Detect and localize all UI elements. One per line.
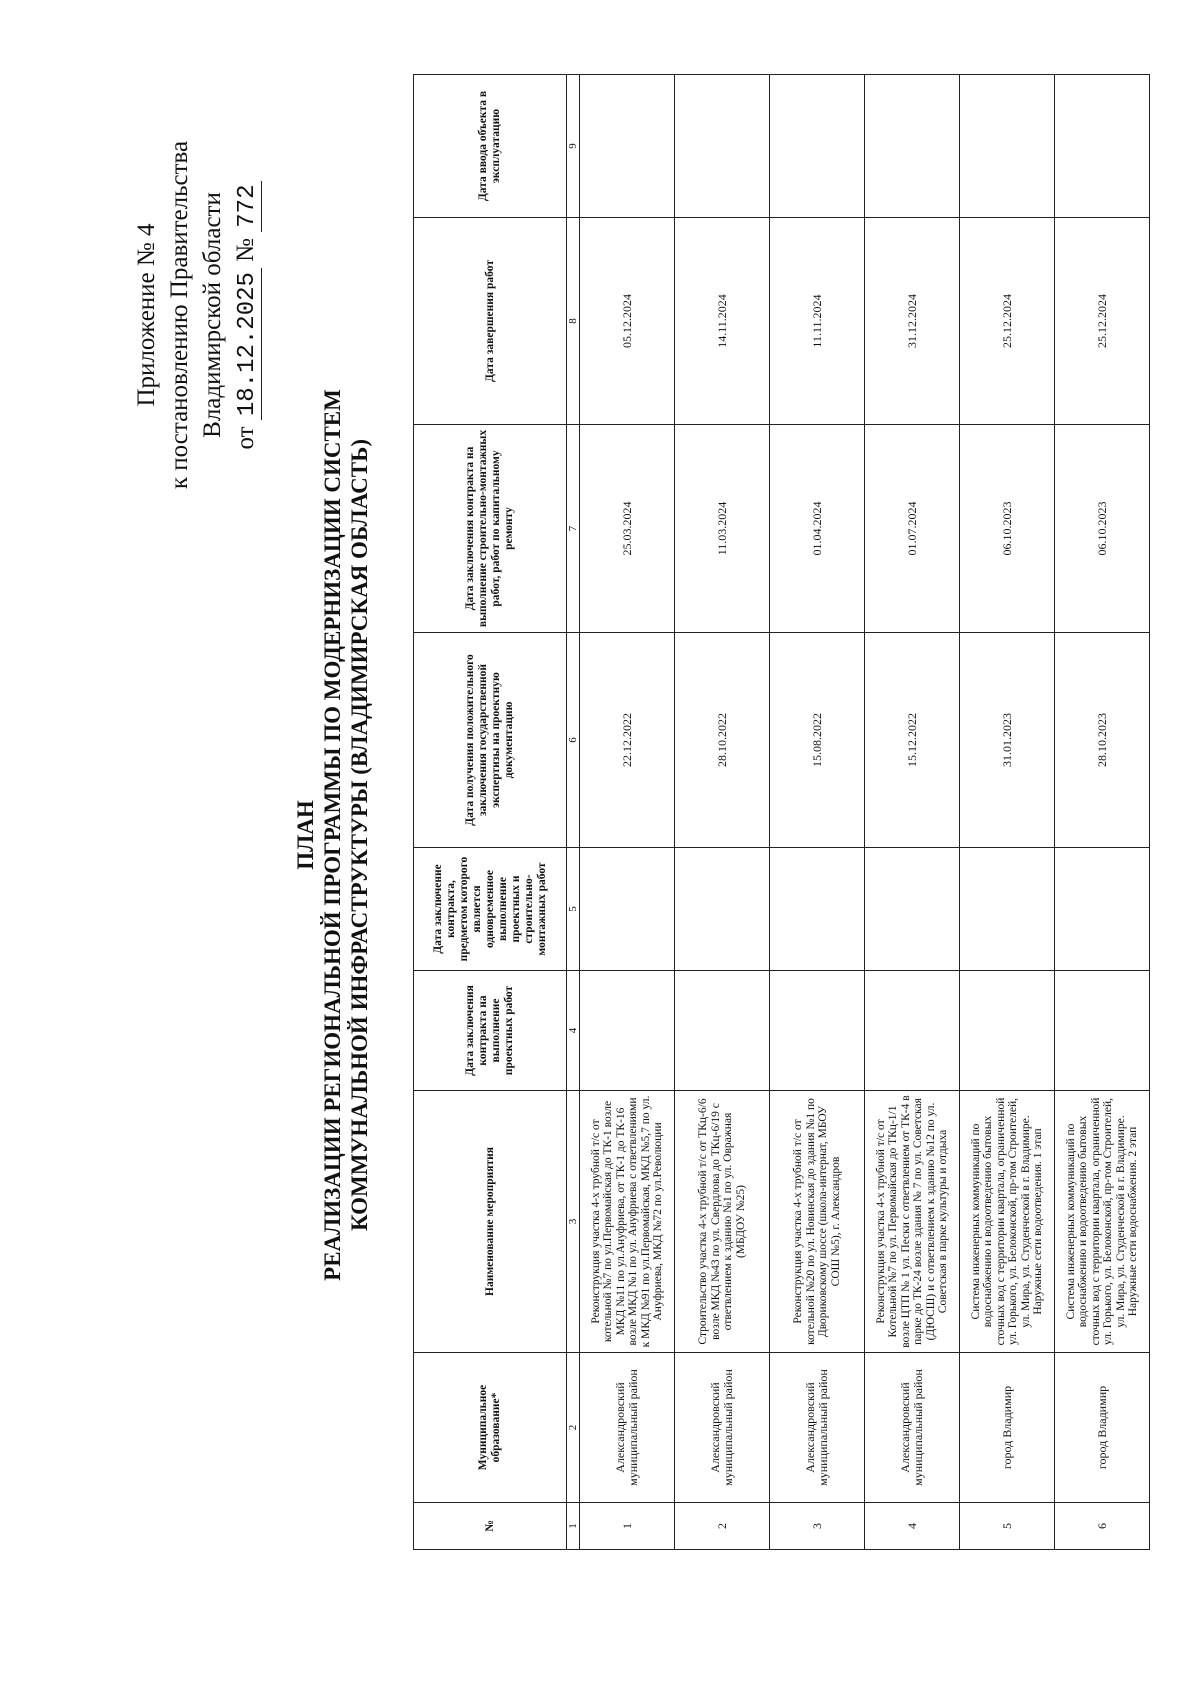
expertise-date: 31.01.2023 [960,633,1055,848]
title-line-1: ПЛАН [293,800,318,870]
table-row [770,75,865,1550]
column-number: 9 [567,75,580,218]
measure-name: Система инженерных коммуникаций по водоснабжению и водоотведению бытовых сточных вод с территории квартала, ограниченной ул. Горького, ул. Белоконской, пр-том Строителей, ул. Мира, ул. Студенческой в г. Владимире. Наружные сети водоотведения. 1 этап [960,1091,1055,1353]
completion-date: 05.12.2024 [580,218,675,425]
row-number: 3 [770,1503,865,1550]
expertise-date: 28.10.2022 [675,633,770,848]
table-row [1055,75,1150,1550]
appendix-line-2: к постановлению Правительства [166,140,193,490]
expertise-date: 22.12.2022 [580,633,675,848]
decree-date: 18.12.2025 [235,268,262,420]
municipality: город Владимир [1055,1353,1150,1503]
table-row [580,75,675,1550]
combined-contract-date [1055,848,1150,971]
table-row [960,75,1055,1550]
column-number: 7 [567,425,580,633]
column-number: 4 [567,971,580,1091]
header-cell: Дата заключения контракта на выполнение проектных работ [414,971,567,1091]
number-prefix: № [232,237,259,262]
title-line-3: КОММУНАЛЬНОЙ ИНФРАСТРУКТУРЫ (ВЛАДИМИРСКАЯ ОБЛАСТЬ) [347,439,372,1231]
header-cell: Дата получения положительного заключения государственной экспертизы на проектную документацию [414,633,567,848]
measure-name: Реконструкция участка 4-х трубной т/с от котельной №20 по ул. Новинская до здания №1 по Двориковскому шоссе (школа-интернат, МБОУ СОШ №5), г. Александров [770,1091,865,1353]
completion-date: 31.12.2024 [865,218,960,425]
municipality: Александровский муниципальный район [675,1353,770,1503]
row-number: 6 [1055,1503,1150,1550]
measure-name: Реконструкция участка 4-х трубной т/с от Котельной №7 по ул. Первомайская до ТКц-1/1 возле ЦТП № 1 ул. Пески с ответвлением от ТК-4 в парке до ТК-24 возле здания № 7 по ул. Советская (ДЮСШ) и с ответвлением к зданию №12 по ул. Советская в парке культуры и отдыха [865,1091,960,1353]
decree-number: 772 [235,181,262,232]
header-cell: Наименование мероприятия [414,1091,567,1353]
column-number: 6 [567,633,580,848]
document-title [292,125,373,1545]
construction-contract-date: 25.03.2024 [580,425,675,633]
completion-date: 25.12.2024 [1055,218,1150,425]
column-number: 5 [567,848,580,971]
column-number: 8 [567,218,580,425]
completion-date: 11.11.2024 [770,218,865,425]
design-contract-date [1055,971,1150,1091]
commissioning-date [865,75,960,218]
construction-contract-date: 06.10.2023 [1055,425,1150,633]
municipality: город Владимир [960,1353,1055,1503]
construction-contract-date: 06.10.2023 [960,425,1055,633]
table-row [865,75,960,1550]
expertise-date: 15.08.2022 [770,633,865,848]
completion-date: 14.11.2024 [675,218,770,425]
table-row [675,75,770,1550]
plan-table [413,74,1150,1550]
row-number: 2 [675,1503,770,1550]
appendix-line-1: Приложение № 4 [133,223,160,407]
column-number: 3 [567,1091,580,1353]
appendix-line-3: Владимирской области [199,192,226,438]
column-number: 2 [567,1353,580,1503]
municipality: Александровский муниципальный район [770,1353,865,1503]
row-number: 1 [580,1503,675,1550]
row-number: 4 [865,1503,960,1550]
design-contract-date [675,971,770,1091]
combined-contract-date [960,848,1055,971]
construction-contract-date: 01.07.2024 [865,425,960,633]
expertise-date: 15.12.2022 [865,633,960,848]
design-contract-date [960,971,1055,1091]
appendix-date-line [229,105,262,525]
measure-name: Реконструкция участка 4-х трубной т/с от котельной №7 по ул.Первомайская до ТК-1 возле МКД №11 по ул.Ануфриева, от ТК-1 до ТК-16 возле МКД №1 по ул. Ануфриева с ответвлениями к МКД №91 по ул.Первомайская, МКД №5,7 по ул. Ануфриева, МКД №72 по ул.Революции [580,1091,675,1353]
date-prefix: от [232,426,259,450]
combined-contract-date [865,848,960,971]
header-cell: Дата заключение контракта, предметом которого является одновременное выполнение проектных и строительно-монтажных работ [414,848,567,971]
construction-contract-date: 11.03.2024 [675,425,770,633]
municipality: Александровский муниципальный район [580,1353,675,1503]
header-row [414,75,567,1550]
design-contract-date [865,971,960,1091]
commissioning-date [960,75,1055,218]
combined-contract-date [675,848,770,971]
row-number: 5 [960,1503,1055,1550]
measure-name: Система инженерных коммуникаций по водоснабжению и водоотведению бытовых сточных вод с территории квартала, ограниченной ул. Горького, ул. Белоконской, пр-том Строителей, ул. Мира, ул. Студенческой в г. Владимире. Наружные сети водоснабжения. 2 этап [1055,1091,1150,1353]
appendix-header [130,105,262,525]
completion-date: 25.12.2024 [960,218,1055,425]
commissioning-date [675,75,770,218]
combined-contract-date [770,848,865,971]
expertise-date: 28.10.2023 [1055,633,1150,848]
commissioning-date [1055,75,1150,218]
construction-contract-date: 01.04.2024 [770,425,865,633]
design-contract-date [770,971,865,1091]
commissioning-date [580,75,675,218]
header-cell: Муниципальное образование* [414,1353,567,1503]
commissioning-date [770,75,865,218]
column-number: 1 [567,1503,580,1550]
header-cell: Дата ввода объекта в эксплуатацию [414,75,567,218]
header-cell: Дата завершения работ [414,218,567,425]
column-number-row [567,75,580,1550]
header-cell: № [414,1503,567,1550]
design-contract-date [580,971,675,1091]
measure-name: Строительство участка 4-х трубной т/с от ТКц-6/6 возле МКД №43 по ул. Свердлова до ТКц-6/19 с ответвлением к зданию №1 по ул. Овражная (МБДОУ №25) [675,1091,770,1353]
title-line-2: РЕАЛИЗАЦИИ РЕГИОНАЛЬНОЙ ПРОГРАММЫ ПО МОДЕРНИЗАЦИИ СИСТЕМ [320,389,345,1281]
municipality: Александровский муниципальный район [865,1353,960,1503]
combined-contract-date [580,848,675,971]
header-cell: Дата заключения контракта на выполнение строительно-монтажных работ, работ по капитальному ремонту [414,425,567,633]
